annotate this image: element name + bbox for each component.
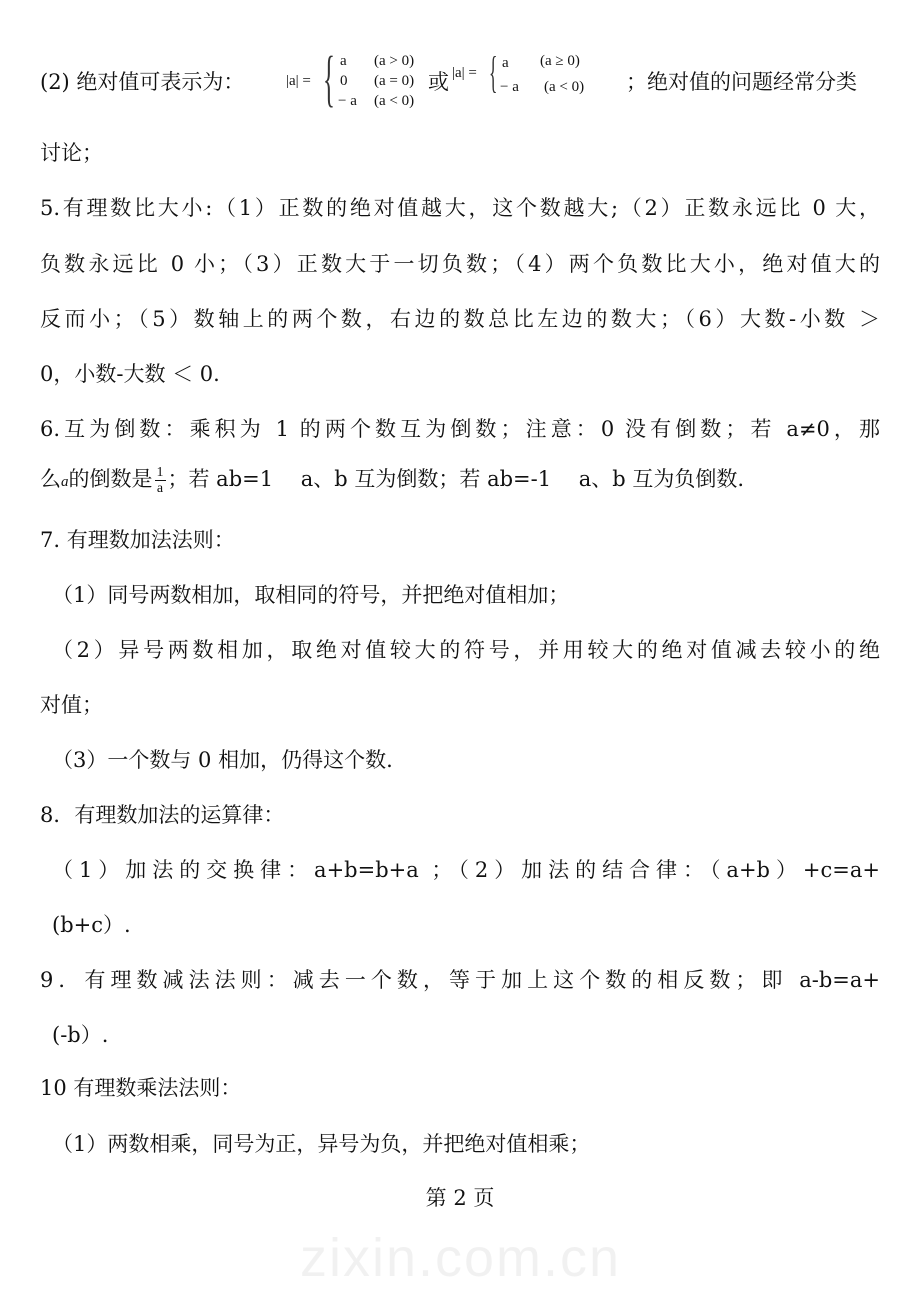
case: − a xyxy=(338,93,357,109)
text-line: 负数永远比 0 小；（3）正数大于一切负数；（4）两个负数比大小，绝对值大的 xyxy=(40,252,880,276)
formula-abs: |a| = xyxy=(286,73,311,89)
denominator: a xyxy=(156,481,164,496)
text-line: 5.有理数比大小:（1）正数的绝对值越大，这个数越大;（2）正数永远比 0 大， xyxy=(40,196,880,220)
condition: (a < 0) xyxy=(374,93,415,109)
numerator: 1 xyxy=(156,465,164,480)
text: 的倒数是 xyxy=(68,467,153,491)
or-text: 或 xyxy=(428,70,449,94)
absolute-value-formula-line xyxy=(40,45,880,118)
line-text: ；绝对值的问题经常分类 xyxy=(626,70,857,94)
text: 么 xyxy=(40,467,61,491)
text-line: （2）异号两数相加，取绝对值较大的符号，并用较大的绝对值减去较小的绝 xyxy=(52,638,880,662)
text: ；若 ab=1 a、b 互为倒数；若 ab=-1 a、b 互为负倒数. xyxy=(167,467,745,491)
case: a xyxy=(340,53,347,69)
variable-a: a xyxy=(61,474,69,490)
formula-abs: |a| = xyxy=(452,65,477,81)
text-line: （1）同号两数相加，取相同的符号，并把绝对值相加； xyxy=(52,583,570,607)
text-line: （3）一个数与 0 相加，仍得这个数. xyxy=(52,748,393,772)
text-line: 对值； xyxy=(40,693,103,717)
condition: (a < 0) xyxy=(544,79,585,95)
text-line: 8．有理数加法的运算律： xyxy=(40,803,285,827)
condition: (a ≥ 0) xyxy=(540,53,580,69)
brace-icon: { xyxy=(489,48,498,97)
condition: (a > 0) xyxy=(374,53,415,69)
condition: (a = 0) xyxy=(374,73,415,89)
case: − a xyxy=(500,79,519,95)
fraction xyxy=(155,465,166,496)
text-line xyxy=(40,464,880,497)
text-line: 7. 有理数加法法则： xyxy=(40,528,235,552)
line-text: (2) 绝对值可表示为： xyxy=(40,70,245,94)
watermark: zixin.com.cn xyxy=(300,1228,622,1288)
text-line: 9．有理数减法法则：减去一个数，等于加上这个数的相反数；即 a-b=a+ xyxy=(40,968,880,992)
page-number: 第 2 页 xyxy=(425,1186,495,1210)
text-line: 10 有理数乘法法则： xyxy=(40,1076,242,1100)
text-line: （1）加法的交换律：a+b=b+a ；（2）加法的结合律：（a+b）+c=a+ xyxy=(52,858,880,882)
text-line: 讨论； xyxy=(40,141,103,165)
case: 0 xyxy=(340,73,348,89)
text-line: 反而小；（5）数轴上的两个数，右边的数总比左边的数大；（6）大数-小数 ＞ xyxy=(40,307,880,331)
case: a xyxy=(502,55,509,71)
text-line: (-b）. xyxy=(52,1023,109,1047)
text-line: (b+c）. xyxy=(52,913,131,937)
brace-icon: { xyxy=(323,45,335,113)
text-line: 0，小数-大数 ＜ 0. xyxy=(40,362,220,386)
text-line: （1）两数相乘，同号为正，异号为负，并把绝对值相乘； xyxy=(52,1132,591,1156)
text-line: 6.互为倒数：乘积为 1 的两个数互为倒数；注意：0 没有倒数；若 a≠0，那 xyxy=(40,417,880,441)
